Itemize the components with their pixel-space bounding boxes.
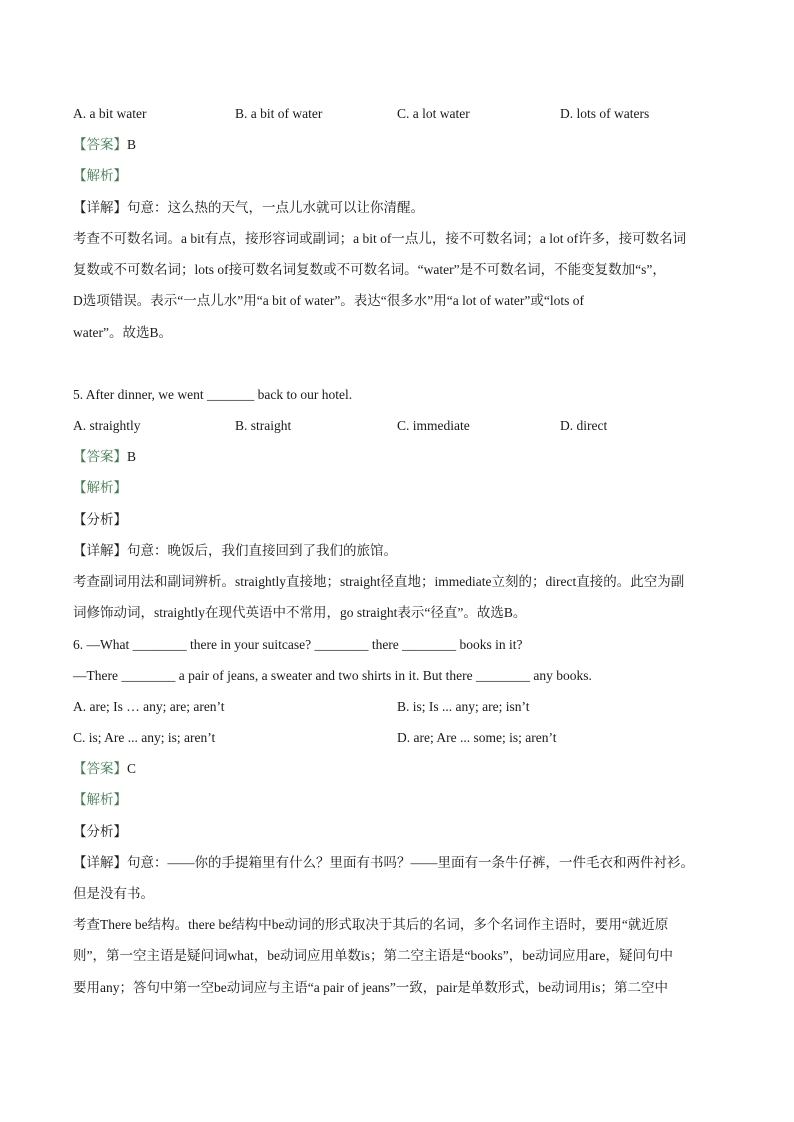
detail-tag: 【详解】 bbox=[73, 200, 127, 215]
q5-explain-line: 考查副词用法和副词辨析。straightly直接地；straight径直地；immediate立刻的；direct直接的。此空为副 bbox=[73, 574, 685, 589]
q6-explain-line: 要用any；答句中第一空be动词应与主语“a pair of jeans”一致，pair是单数形式，be动词用is；第二空中 bbox=[73, 980, 669, 995]
q6-stem: 6. —What ________ there in your suitcase? ________ there ________ books in it? bbox=[73, 637, 523, 652]
q6-detail bbox=[73, 853, 723, 873]
q4-answer bbox=[73, 135, 723, 155]
q6-option-c: C. is; Are ... any; is; aren’t bbox=[73, 730, 216, 745]
q6-fenxi-tag: 【分析】 bbox=[73, 824, 127, 839]
analysis-tag: 【解析】 bbox=[73, 168, 127, 183]
answer-value: C bbox=[127, 761, 137, 776]
q4-explain-line: 考查不可数名词。a bit有点，接形容词或副词；a bit of一点儿，接不可数名词；a lot of许多，接可数名词 bbox=[73, 231, 687, 246]
answer-tag: 【答案】 bbox=[73, 761, 127, 776]
q4-explain-line: 复数或不可数名词；lots of接可数名词复数或不可数名词。“water”是不可数名词，不能变复数加“s”， bbox=[73, 262, 666, 277]
q4-analysis-tag bbox=[73, 166, 723, 186]
q5-answer bbox=[73, 447, 723, 467]
q6-answer bbox=[73, 759, 723, 779]
q6-explain-line: 则”，第一空主语是疑问词what，be动词应用单数is；第二空主语是“books”，be动词应用are，疑问句中 bbox=[73, 948, 673, 963]
detail-text: 句意：晚饭后，我们直接回到了我们的旅馆。 bbox=[127, 543, 397, 558]
q5-analysis-tag bbox=[73, 478, 723, 498]
answer-tag: 【答案】 bbox=[73, 449, 127, 464]
q6-detail-cont: 但是没有书。 bbox=[73, 886, 154, 901]
q4-detail bbox=[73, 198, 723, 218]
analysis-tag: 【解析】 bbox=[73, 792, 127, 807]
q4-explain-line: D选项错误。表示“一点儿水”用“a bit of water”。表达“很多水”用“a lot of water”或“lots of bbox=[73, 293, 584, 308]
q5-fenxi-tag: 【分析】 bbox=[73, 512, 127, 527]
q4-option-a: A. a bit water bbox=[73, 106, 147, 121]
q5-detail bbox=[73, 541, 723, 561]
q6-option-d: D. are; Are ... some; is; aren’t bbox=[397, 730, 557, 745]
q6-stem-2: —There ________ a pair of jeans, a sweater and two shirts in it. But there ________ any books. bbox=[73, 668, 592, 683]
q5-stem: 5. After dinner, we went _______ back to our hotel. bbox=[73, 387, 353, 402]
answer-value: B bbox=[127, 449, 137, 464]
detail-tag: 【详解】 bbox=[73, 543, 127, 558]
q5-option-c: C. immediate bbox=[397, 418, 470, 433]
q4-option-b: B. a bit of water bbox=[235, 106, 323, 121]
q4-option-c: C. a lot water bbox=[397, 106, 470, 121]
q5-option-a: A. straightly bbox=[73, 418, 141, 433]
q5-option-b: B. straight bbox=[235, 418, 292, 433]
q6-analysis-tag bbox=[73, 790, 723, 810]
detail-tag: 【详解】 bbox=[73, 855, 127, 870]
q6-explain-line: 考查There be结构。there be结构中be动词的形式取决于其后的名词，多个名词作主语时，要用“就近原 bbox=[73, 917, 669, 932]
detail-text: 句意：这么热的天气，一点儿水就可以让你清醒。 bbox=[127, 200, 424, 215]
q6-option-b: B. is; Is ... any; are; isn’t bbox=[397, 699, 530, 714]
q6-option-a: A. are; Is … any; are; aren’t bbox=[73, 699, 225, 714]
answer-value: B bbox=[127, 137, 137, 152]
q5-option-d: D. direct bbox=[560, 418, 608, 433]
answer-tag: 【答案】 bbox=[73, 137, 127, 152]
q5-explain-line: 词修饰动词，straightly在现代英语中不常用，go straight表示“径直”。故选B。 bbox=[73, 605, 527, 620]
analysis-tag: 【解析】 bbox=[73, 480, 127, 495]
detail-text: 句意：——你的手提箱里有什么？里面有书吗？——里面有一条牛仔裤，一件毛衣和两件衬衫。 bbox=[127, 855, 694, 870]
q4-option-d: D. lots of waters bbox=[560, 106, 650, 121]
q4-explain-line: water”。故选B。 bbox=[73, 325, 172, 340]
